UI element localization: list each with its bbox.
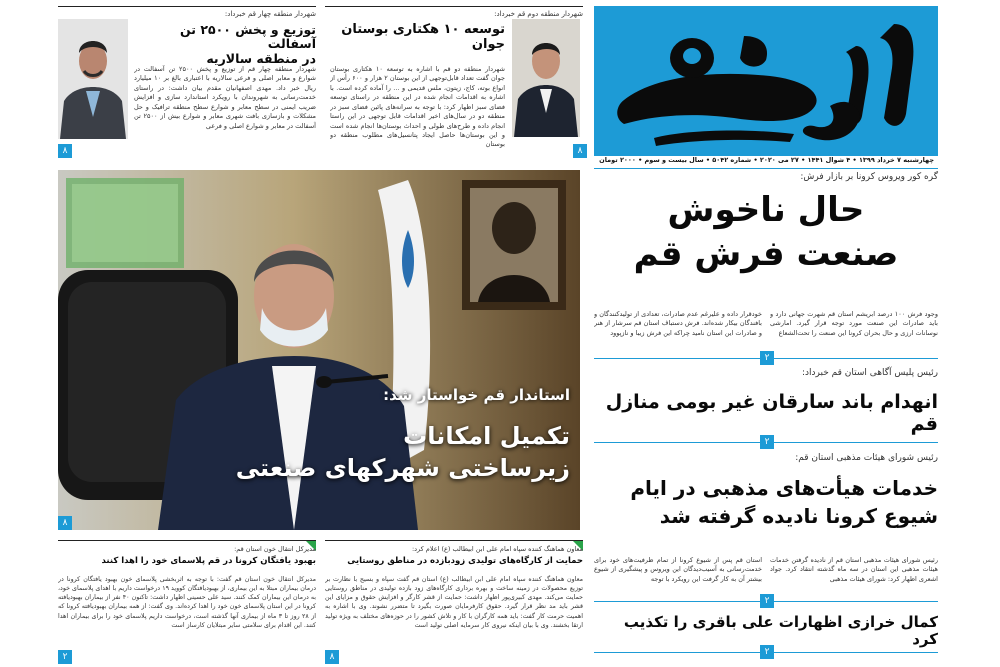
portrait-photo	[512, 19, 580, 137]
headline-line: حال ناخوش	[667, 190, 865, 230]
kicker: معاون هماهنگ کننده سپاه امام علی ابن ابیطالب (ع) اعلام کرد:	[411, 545, 583, 553]
headline-line: صنعت فرش قم	[633, 234, 899, 275]
bottom-box-plasma	[58, 540, 316, 664]
story-body: معاون هماهنگ کننده سپاه امام علی ابن ابیطالب (ع) استان قم گفت سپاه و بسیج با نظارت بر توزیع محصولات در زمینه ساخت و بهره برداری کارگاه‌های زود بازده تولیدی در مناطق روستایی حمایت می‌کند. مهدی کبیری‌پور اظهار داشت: حمایت از قشر کارگر و افزایش حقوق و مزایای این قشر باید مد نظر قرار گیرد. حقوق کارفرمایان صورت بگیرد تا متضرر نشوند. وی با اشاره به اهمیت حرمت کار گفت: باید همه کارگران با کار و تلاش کشور را در حوزه‌های مختلف به ویژه تولید ارتقا بخشند. وی با بیان اینکه نیروی کار سرمایه اصلی تولید است	[325, 576, 583, 629]
page-ref-badge[interactable]: ۲	[760, 645, 774, 659]
headline-line: در منطقه سالاریه	[206, 50, 316, 66]
story-headline	[594, 392, 938, 436]
kicker: شهردار منطقه دوم قم خبرداد:	[494, 10, 583, 18]
logo-mark	[594, 6, 938, 156]
page-ref-badge[interactable]: ۲	[58, 650, 72, 664]
page-ref-badge[interactable]: ۸	[573, 144, 587, 158]
kicker: شهردار منطقه چهار قم خبرداد:	[224, 10, 316, 18]
story-body-right: رئیس شورای هیئات مذهبی استان قم از نادیده گرفتن خدمات هیئات مذهبی این استان در سه ماه گذشته انتقاد کرد. جواد اشعری اظهار کرد: شورای هیئات مذهبی	[770, 556, 938, 583]
headline-line: خدمات هیأت‌های مذهبی در ایام	[630, 476, 938, 500]
headline-line: انهدام باند سارقان غیر بومی منازل قم	[605, 391, 938, 435]
lead-kicker: گره کور ویروس کرونا بر بازار فرش:	[800, 172, 938, 182]
story-body: شهردار منطقه دو قم با اشاره به توسعه ۱۰ هکتاری بوستان جوان گفت تعداد قابل‌توجهی از این بوستان ۲ هزار و ۶۰۰ رأس از انواع بوته، کاج، زیتون، ملس قدیمی و ... را آماده کرده است. با اشاره به اقدامات انجام شده در این منطقه در راستای توسعه فضای سبز اظهار کرد: با توجه به سرانه‌های پائین فضای سبز در منطقه دو در سال‌های اخیر اقدامات قابل توجهی در این راستا انجام داده و طرح‌های طولی و احداث بوستان‌ها انجام شده است و این بوستان‌ها حاصل ایجاد پتانسیل‌های مطلوب منطقه دو بوستان	[330, 65, 505, 149]
bottom-box-workshops	[325, 540, 583, 664]
feature-photo	[58, 170, 580, 530]
page-ref-badge[interactable]: ۸	[325, 650, 339, 664]
feature-headline	[236, 420, 570, 485]
portrait-photo	[58, 19, 128, 139]
dateline: چهارشنبه ۷ خرداد ۱۳۹۹ • ۴ شوال ۱۴۴۱ • ۲۷ می ۲۰۲۰ • شماره ۵۰۴۲ • سال بیست و سوم • ۲۰۰۰ تومان	[594, 156, 938, 169]
top-box-asphalt	[58, 6, 316, 158]
story-body: شهردار منطقه چهار قم از توزیع و پخش ۲۵۰۰ تن آسفالت در شوارع و معابر اصلی و فرعی سالاریه با اعتباری بالغ بر ۱۰ میلیارد ریال خبر داد. مهدی اصفهانیان مقدم بیان داشت: در راستای خدمت‌رسانی به شهروندان با رویکرد استاندارد سازی و افزایش ضریب ایمنی در سطح معابر و شوارع سطح منطقه ترافیک و حل مشکلات و بازسازی بافت شهری معابر و شوارع بیش از ۲۵۰۰ تن آسفالت در معابر و شوارع اصلی و فرعی	[134, 65, 316, 130]
lead-headline	[594, 188, 938, 276]
headline	[325, 23, 505, 53]
story-headline	[594, 474, 938, 530]
page-ref-badge[interactable]: ۸	[58, 516, 72, 530]
story-headline	[594, 614, 938, 649]
story-body: مدیرکل انتقال خون استان قم گفت: با توجه به اثربخشی پلاسمای خون بهبود یافتگان کرونا در درمان بیماران مبتلا به این بیماری، از بهبودیافتگان کووید ۱۹ درخواست داریم با اهدای پلاسمای خود، به درمان این بیماران کمک کنند. سید علی حسینی اظهار داشت: تاکنون ۴۰ نفر از بیماران بهبودیافته کرونا در این استان پلاسمای خون خود را اهدا کرده‌اند. وی گفت: از همه بیماران بهبودیافته کرونا که از ۲۸ روز تا ۳ ماه از بیماری آنها گذشته است، درخواست داریم پلاسمای خود را برای بیماران اهدا کنند. این اقدام برای سلامتی سایر مبتلایان کارساز است	[58, 576, 316, 629]
story-body-left: استان قم پس از شیوع کرونا از تمام ظرفیت‌های خود برای خدمت‌رسانی به آسیب‌دیدگان این ویروس و پیشگیری از شیوع بیشتر آن به کار گرفت این رویکرد با توجه	[594, 556, 762, 583]
headline	[136, 23, 316, 66]
story-kicker: رئیس پلیس آگاهی استان قم خبرداد:	[802, 368, 938, 378]
man-portrait-icon	[512, 19, 580, 137]
man-portrait-icon	[58, 19, 128, 139]
headline: بهبود یافتگان کرونا در قم پلاسمای خود را اهدا کنند	[101, 556, 316, 566]
lead-body-right: وجود فرش ۱۰۰ درصد ابریشم استان قم شهرت جهانی دارد و باید صادرات این صنعت مورد توجه قرار گیرد. امارشی نوسانات ارزی و حال بحران کرونا این صنعت را تحت‌الشعاع	[770, 310, 938, 337]
masthead	[594, 6, 938, 156]
page-ref-badge[interactable]: ۲	[760, 351, 774, 365]
headline-line: کمال خرازی اظهارات علی باقری را تکذیب کرد	[623, 613, 938, 649]
lead-body-left: خودقرار داده و علیرغم عدم صادرات، تعدادی از تولیدکنندگان و بافندگان بیکار شده‌اند. فرش دستباف استان قم سرشار از هنر و صادرات این استان نامید چراکه این فرش زیبا و نازپوود	[594, 310, 762, 337]
headline-line: جوان	[471, 36, 505, 52]
page-ref-badge[interactable]: ۲	[760, 435, 774, 449]
headline: حمایت از کارگاه‌های تولیدی زودبازده در مناطق روستایی	[347, 556, 583, 566]
headline-line: زیرساختی شهرکهای صنعتی	[235, 454, 570, 483]
headline-line: تکمیل امکانات	[403, 422, 570, 450]
kicker: مدیرکل انتقال خون استان قم:	[234, 545, 316, 553]
headline-line: توزیع و پخش ۲۵۰۰ تن آسفالت	[180, 22, 316, 52]
page-ref-badge[interactable]: ۸	[58, 144, 72, 158]
headline-line: شیوع کرونا نادیده گرفته شد	[659, 504, 938, 528]
feature-kicker: استاندار قم خواستار شد:	[383, 386, 570, 404]
story-kicker: رئیس شورای هیئات مذهبی استان قم:	[795, 453, 938, 463]
top-box-park	[325, 6, 583, 158]
headline-line: توسعه ۱۰ هکتاری بوستان	[341, 22, 505, 37]
page-ref-badge[interactable]: ۲	[760, 594, 774, 608]
